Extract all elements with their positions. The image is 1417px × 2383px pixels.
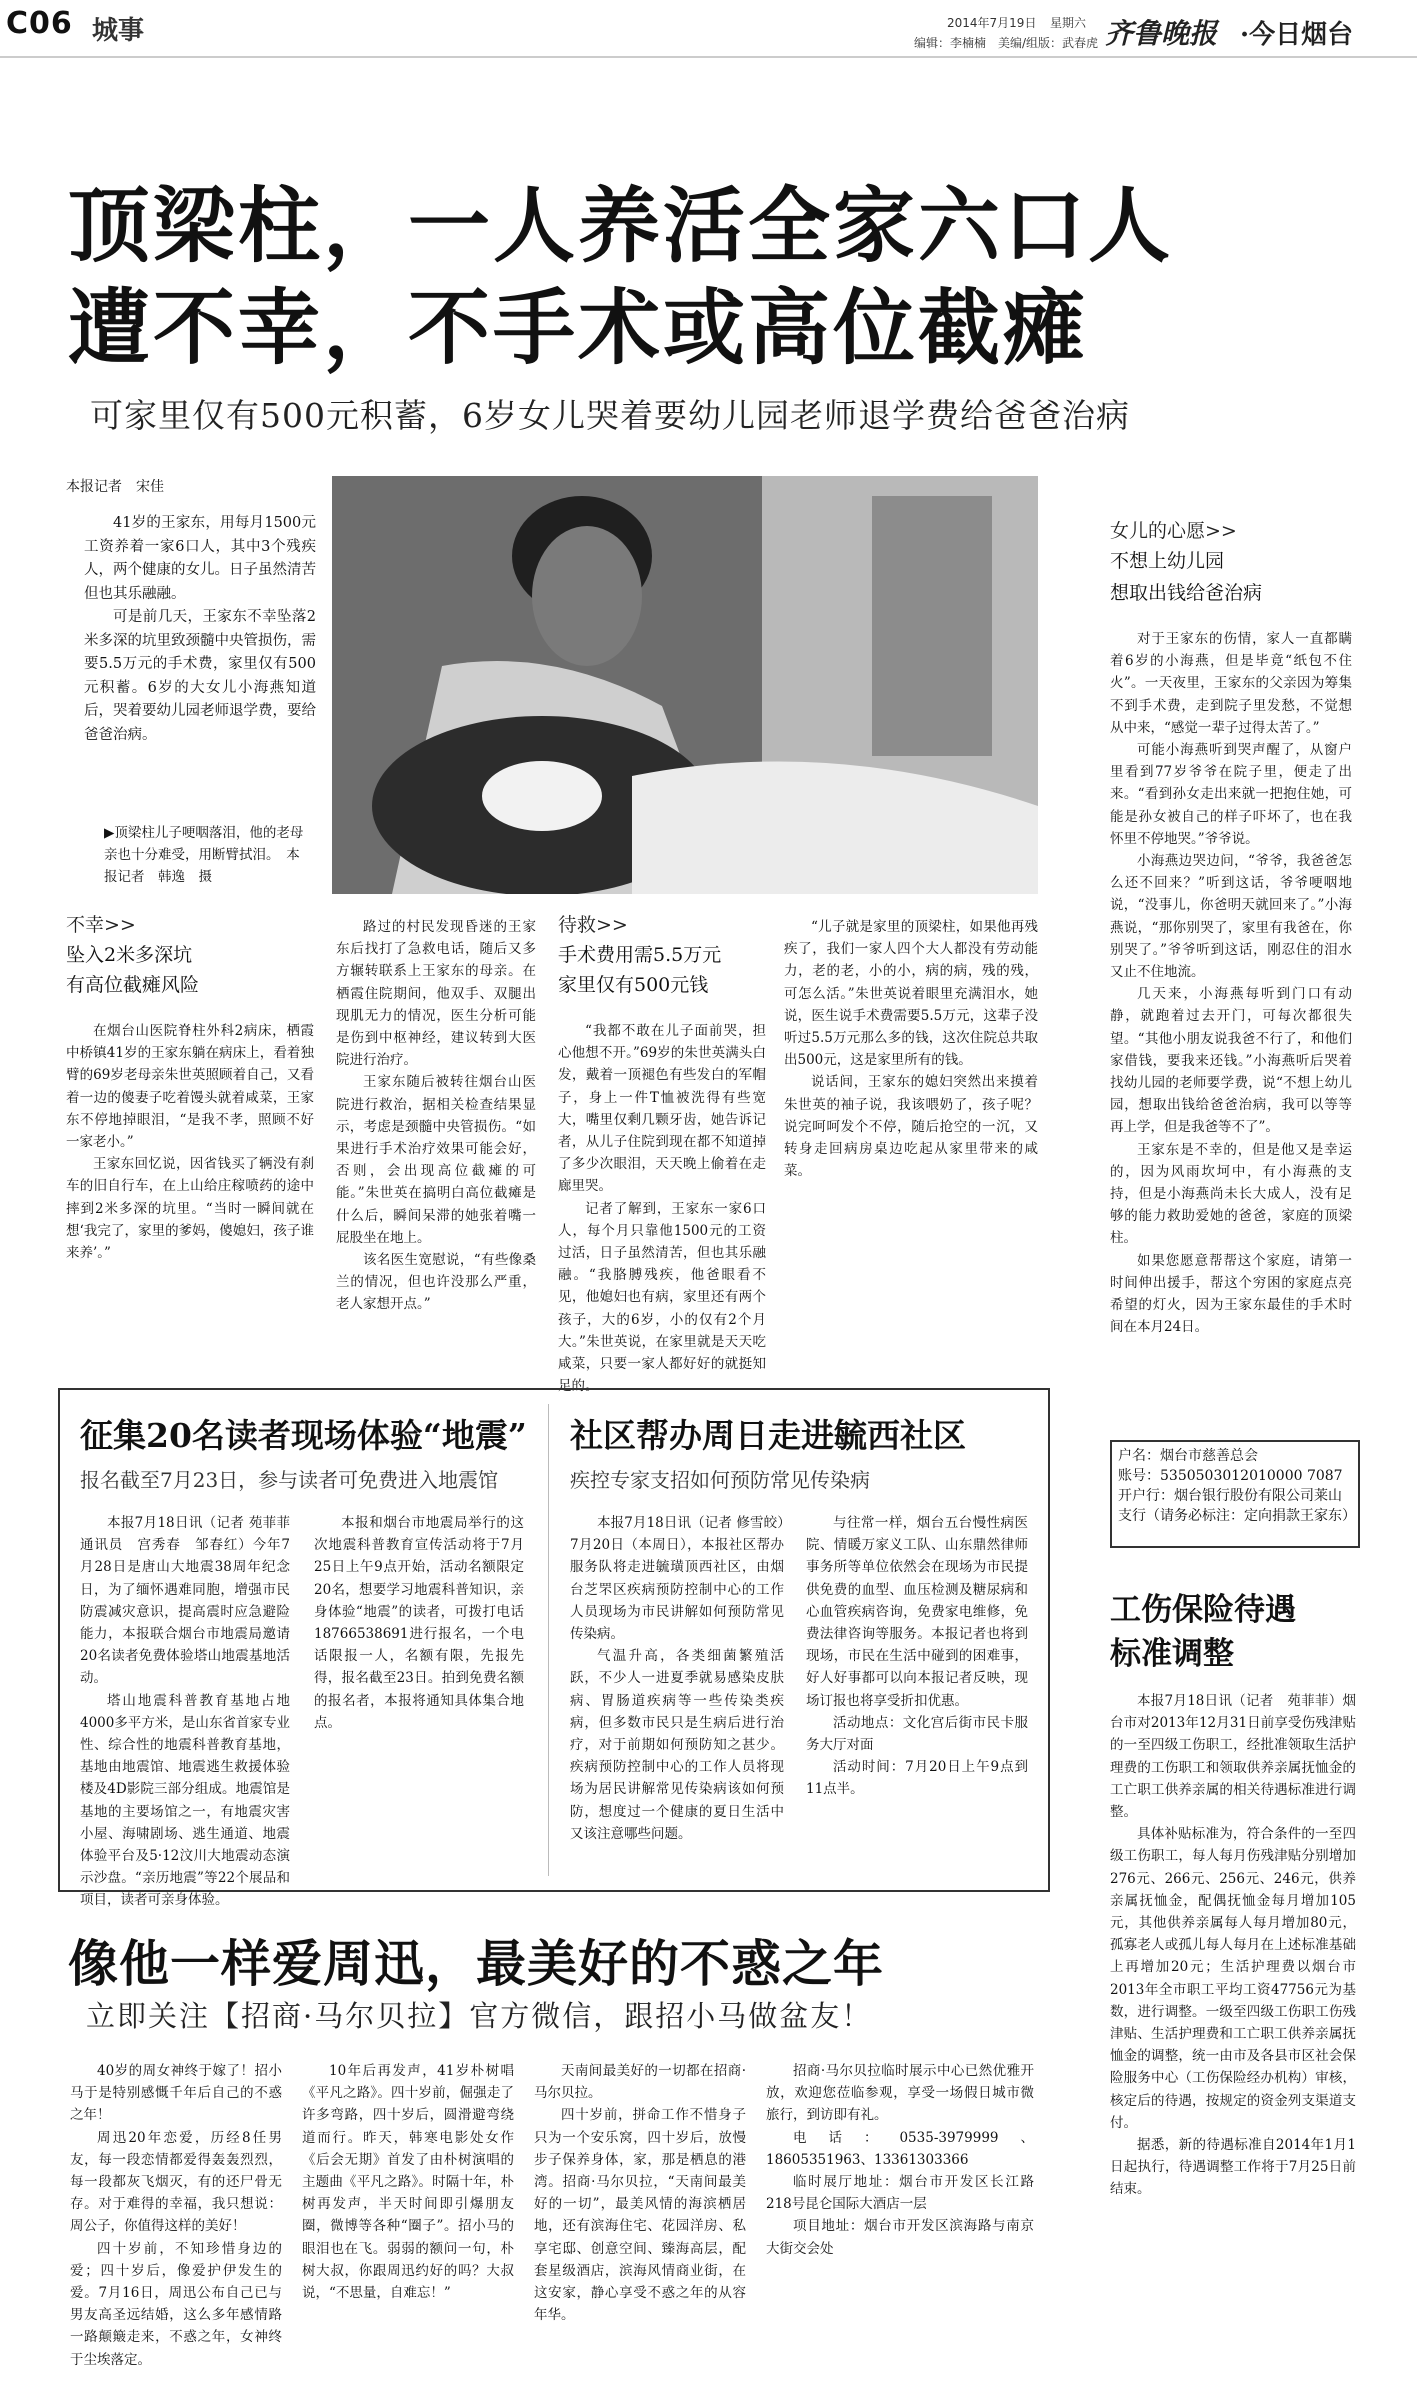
donation-box bbox=[1110, 1440, 1360, 1548]
ad-paragraph: 四十岁前，拼命工作不惜身子只为一个安乐窝，四十岁后，放慢步子保养身体，家，那是栖息的港湾。招商·马尔贝拉，“天南间最美好的一切”，最美风情的海滨栖居地，还有滨海住宅、花园洋房、私享宅邸、创意空间、臻海高层，配套星级酒店，滨海风情商业街，在这安家，静心享受不惑之年的从容年华。 bbox=[534, 2107, 746, 2324]
edition-name: 今日烟台 bbox=[1249, 20, 1354, 50]
community-paragraph: 与往常一样，烟台五台慢性病医院、情暖万家义工队、山东鼎然律师事务所等单位依然会在现场为市民提供免费的血型、血压检测及糖尿病和心血管疾病咨询，免费家电维修，免费法律咨询等服务。本报记者也将到现场，市民在生活中碰到的困难事，好人好事都可以向本报记者反映，现场订报也将享受折扣优惠。 bbox=[806, 1515, 1028, 1709]
ad-subhead: 立即关注【招商·马尔贝拉】官方微信，跟招小马做盆友！ bbox=[86, 1999, 873, 2033]
section1-paragraph: 路过的村民发现昏迷的王家东后找打了急救电话，随后又多方辗转联系上王家东的母亲。在栖霞住院期间，他双手、双腿出现肌无力的情况，医生分析可能是伤到中枢神经，建议转到大医院进行治疗。 bbox=[336, 919, 536, 1069]
community-column-b bbox=[806, 1512, 1028, 1801]
section3-title1: 不想上幼儿园 bbox=[1110, 550, 1225, 572]
section2-paragraph: “儿子就是家里的顶梁柱，如果他再残疾了，我们一家人四个大人都没有劳动能力，老的老，小的小，病的病，残的残，可怎么活。”朱世英说着眼里充满泪水，她说，医生说手术费需要5.5万元，这辈子没听过5.5万元那么多的钱，这次住院总共取出500元，这是家里所有的钱。 bbox=[784, 919, 1038, 1069]
quake-column-a bbox=[80, 1512, 304, 1912]
section3-paragraph: 王家东是不幸的，但是他又是幸运的，因为风雨坎坷中，有小海燕的支持，但是小海燕尚未长大成人，没有足够的能力救助爱她的爸爸，家庭的顶梁柱。 bbox=[1110, 1141, 1352, 1247]
box-divider bbox=[548, 1404, 549, 1876]
section1-paragraph: 在烟台山医院脊柱外科2病床，栖霞中桥镇41岁的王家东躺在病床上，看着独臂的69岁老母亲朱世英照顾着自己，又看着一边的傻妻子吃着馒头就着咸菜，王家东不停地掉眼泪，“是我不孝，照顾不好一家老小。” bbox=[66, 1023, 314, 1151]
community-subhead: 疾控专家支招如何预防常见传染病 bbox=[570, 1468, 870, 1492]
section2-title1: 手术费用需5.5万元 bbox=[558, 944, 722, 966]
section2-paragraph: 记者了解到，王家东一家6口人，每个月只靠他1500元的工资过活，日子虽然清苦，但也其乐融融。“我胳膊残疾，他爸眼看不见，他媳妇也有病，家里还有两个孩子，大的6岁，小的仅有2个月大。”朱世英说，在家里就是天天吃咸菜，只要一家人都好好的就挺知足的。 bbox=[558, 1200, 766, 1395]
section3-title2: 想取出钱给爸治病 bbox=[1110, 582, 1263, 604]
lead-paragraph: 41岁的王家东，用每月1500元工资养着一家6口人，其中3个残疾人，两个健康的女儿。日子虽然清苦但也其乐融融。 bbox=[84, 515, 316, 602]
section1-paragraph: 王家东随后被转往烟台山医院进行救治，据相关检查结果显示，考虑是颈髓中央管损伤。“如果进行手术治疗效果可能会好，否则，会出现高位截瘫的可能。”朱世英在搞明白高位截瘫是什么后，瞬间呆滞的她张着嘴一屁股坐在地上。 bbox=[336, 1074, 536, 1246]
donation-line: 户名：烟台市慈善总会 bbox=[1118, 1448, 1258, 1464]
section3-kicker: 女儿的心愿>> bbox=[1110, 520, 1237, 542]
section1-paragraph: 王家东回忆说，因省钱买了辆没有刹车的旧自行车，在上山给庄稼喷药的途中摔到2米多深的坑里。“当时一瞬间就在想‘我完了，家里的爹妈，傻媳妇，孩子谁来养’。” bbox=[66, 1156, 314, 1262]
quake-headline: 征集20名读者现场体验“地震” bbox=[80, 1416, 527, 1455]
section3-paragraph: 几天来，小海燕每听到门口有动静，就跑着过去开门，可每次都很失望。“其他小朋友说我爸不行了，和他们家借钱，要我来还钱。”小海燕听后哭着找幼儿园的老师要学费，说“不想上幼儿园，想取出钱给爸爸治病，我可以等等再上学，但是我爸等不了”。 bbox=[1110, 986, 1352, 1136]
ad-column-d bbox=[766, 2060, 1034, 2260]
quake-paragraph: 本报7月18日讯（记者 苑菲菲 通讯员 宫秀春 邹春红）今年7月28日是唐山大地震38周年纪念日，为了缅怀遇难同胞，增强市民防震减灾意识，提高震时应急避险能力，本报联合烟台市地震局邀请20名读者免费体验塔山地震基地活动。 bbox=[80, 1515, 304, 1687]
ad-paragraph: 四十岁前，不知珍惜身边的爱；四十岁后，像爱护伊发生的爱。7月16日，周迅公布自己已与男友高圣远结婚，这么多年感情路一路颠簸走来，不惑之年，女神终于尘埃落定。 bbox=[70, 2240, 282, 2368]
page-code: C06 bbox=[6, 6, 73, 41]
section3-paragraph: 对于王家东的伤情，家人一直都瞒着6岁的小海燕，但是毕竟“纸包不住火”。一天夜里，王家东的父亲因为筹集不到手术费，走到院子里发愁，不觉想从中来，“感觉一辈子过得太苦了。” bbox=[1110, 631, 1352, 736]
main-headline-line1: 顶梁柱，一人养活全家六口人 bbox=[68, 178, 1174, 274]
section3-paragraph: 小海燕边哭边问，“爷爷，我爸爸怎么还不回来？”听到这话，爷爷哽咽地说，“没事儿，你爸明天就回来了。”小海燕说，“那你别哭了，家里有我爸在，你别哭了。”爷爷听到这话，刚忍住的泪水又止不住地流。 bbox=[1110, 853, 1352, 981]
section2-column-a bbox=[558, 1020, 766, 1397]
insurance-paragraph: 具体补贴标准为，符合条件的一至四级工伤职工，每人每月伤残津贴分别增加276元、266元、256元、246元，供养亲属抚恤金，配偶抚恤金每月增加105元，其他供养亲属每人每月增加80元，孤寡老人或孤儿每人每月在上述标准基础上再增加20元；生活护理费以烟台市2013年全市职工平均工资47756元为基数，进行调整。一级至四级工伤职工伤残津贴、生活护理费和工亡职工供养亲属抚恤金的调整，统一由市及各县市区社会保险服务中心（工伤保险经办机构）审核，核定后的待遇，按规定的资金列支渠道支付。 bbox=[1110, 1826, 1356, 2131]
insurance-headline2: 标准调整 bbox=[1110, 1636, 1234, 1672]
ad-paragraph: 周迅20年恋爱，历经8任男友，每一段恋情都爱得轰轰烈烈，每一段都灰飞烟灭，有的还尸骨无存。对于难得的幸福，我只想说：周公子，你值得这样的美好！ bbox=[70, 2129, 282, 2235]
community-headline: 社区帮办周日走进毓西社区 bbox=[570, 1416, 966, 1455]
ad-column-b bbox=[302, 2060, 514, 2304]
quake-paragraph: 塔山地震科普教育基地占地4000多平方米，是山东省首家专业性、综合性的地震科普教育基地，基地由地震馆、地震逃生救援体验楼及4D影院三部分组成。地震馆是基地的主要场馆之一，有地震灾害小屋、海啸剧场、逃生通道、地震体验平台及5·12汶川大地震动态演示沙盘。“亲历地震”等22个展品和项目，读者可亲身体验。 bbox=[80, 1692, 290, 1909]
ad-column-c bbox=[534, 2060, 746, 2326]
section2-paragraph: “我都不敢在儿子面前哭，担心他想不开。”69岁的朱世英满头白发，戴着一顶褪色有些发白的军帽子，身上一件T恤被洗得有些宽大，嘴里仅剩几颗牙齿，她告诉记者，从儿子住院到现在都不知道掉了多少次眼泪，天天晚上偷着在走廊里哭。 bbox=[558, 1023, 766, 1195]
edition-weekday: 星期六 bbox=[1050, 16, 1087, 30]
quake-subhead: 报名截至7月23日，参与读者可免费进入地震馆 bbox=[80, 1468, 499, 1492]
section3-paragraph: 如果您愿意帮帮这个家庭，请第一时间伸出援手，帮这个穷困的家庭点亮希望的灯火，因为王家东最佳的手术时间在本月24日。 bbox=[1110, 1252, 1352, 1336]
section1-title2: 有高位截瘫风险 bbox=[66, 974, 200, 996]
ad-paragraph: 临时展厅地址：烟台市开发区长江路218号昆仑国际大酒店一层 bbox=[766, 2174, 1034, 2213]
edition-logo: ·今日烟台 bbox=[1240, 20, 1354, 50]
insurance-paragraph: 本报7月18日讯（记者 苑菲菲）烟台市对2013年12月31日前享受伤残津贴的一至四级工伤职工，经批准领取生活护理费的工伤职工和领取供养亲属抚恤金的工亡职工供养亲属的相关待遇标准进行调整。 bbox=[1110, 1693, 1356, 1821]
news-photo bbox=[332, 476, 1038, 894]
community-paragraph: 活动地点：文化宫后街市民卡服务大厅对面 bbox=[806, 1714, 1028, 1754]
ad-paragraph: 项目地址：烟台市开发区滨海路与南京大街交会处 bbox=[766, 2218, 1034, 2257]
edition-date: 2014年7月19日 bbox=[947, 16, 1037, 30]
main-subheadline: 可家里仅有500元积蓄，6岁女儿哭着要幼儿园老师退学费给爸爸治病 bbox=[90, 396, 1130, 435]
quake-paragraph: 本报和烟台市地震局举行的这次地震科普教育宣传活动将于7月25日上午9点开始，活动名额限定20名，想要学习地震科普知识，亲身体验“地震”的读者，可拨打电话18766538691进行报名，一个电话限报一人，名额有限，先报先得，报名截至23日。拍到免费名额的报名者，本报将通知具体集合地点。 bbox=[314, 1515, 524, 1731]
lead-column bbox=[84, 512, 316, 747]
section2-title2: 家里仅有500元钱 bbox=[558, 974, 709, 996]
photo-illustration bbox=[332, 476, 1038, 894]
section1-title1: 坠入2米多深坑 bbox=[66, 944, 193, 966]
section2-kicker: 待救>> bbox=[558, 914, 628, 936]
paper-logo: 齐鲁晚报 bbox=[1105, 17, 1218, 50]
section-name: 城事 bbox=[92, 16, 145, 46]
section2-paragraph: 说话间，王家东的媳妇突然出来摸着朱世英的袖子说，我该喂奶了，孩子呢？说完呵呵发个不停，随后抢空的一沉，又转身走回病房桌边吃起从家里带来的咸菜。 bbox=[784, 1074, 1038, 1180]
section2-column-b bbox=[784, 916, 1038, 1182]
header-divider bbox=[0, 56, 1417, 58]
section1-kicker: 不幸>> bbox=[66, 914, 136, 936]
section3-paragraph: 可能小海燕听到哭声醒了，从窗户里看到77岁爷爷在院子里，便走了出来。“看到孙女走出来就一把抱住她，可能是孙女被自己的样子吓坏了，也在我怀里不停地哭。”爷爷说。 bbox=[1110, 742, 1352, 847]
community-paragraph: 气温升高，各类细菌繁殖活跃，不少人一进夏季就易感染皮肤病、胃肠道疾病等一些传染类疾病，但多数市民只是生病后进行治疗，对于前期如何预防知之甚少。疾病预防控制中心的工作人员将现场为居民讲解常见传染病该如何预防，想度过一个健康的夏日生活中又该注意哪些问题。 bbox=[570, 1648, 784, 1842]
main-headline-line2: 遭不幸，不手术或高位截瘫 bbox=[68, 280, 1089, 376]
community-column-a bbox=[570, 1512, 784, 1845]
donation-line: 开户行：烟台银行股份有限公司莱山支行（请务必标注：定向捐款王家东） bbox=[1118, 1488, 1356, 1524]
editors-credit: 编辑：李楠楠 美编/组版：武春虎 bbox=[914, 36, 1099, 50]
community-paragraph: 活动时间：7月20日上午9点到11点半。 bbox=[806, 1759, 1028, 1798]
ad-headline: 像他一样爱周迅，最美好的不惑之年 bbox=[68, 1934, 884, 1993]
lead-paragraph: 可是前几天，王家东不幸坠落2米多深的坑里致颈髓中央管损伤，需要5.5万元的手术费，家里仅有500元积蓄。6岁的大女儿小海燕知道后，哭着要幼儿园老师退学费，要给爸爸治病。 bbox=[84, 609, 316, 743]
photo-caption: ▶顶梁柱儿子哽咽落泪，他的老母亲也十分难受，用断臂拭泪。 本报记者 韩逸 摄 bbox=[104, 825, 304, 885]
ad-paragraph: 10年后再发声，41岁朴树唱《平凡之路》。四十岁前，倔强走了许多弯路，四十岁后，圆滑避弯绕道而行。昨天，韩寒电影处女作《后会无期》首发了由朴树演唱的主题曲《平凡之路》。时隔十年，朴树再发声，半天时间即引爆朋友圈，微博等各种“圈子”。招小马的眼泪也在飞。弱弱的额问一句，朴树大叔，你跟周迅约好的吗？大叔说，“不思量，自难忘！” bbox=[302, 2063, 514, 2302]
insurance-column bbox=[1110, 1690, 1356, 2201]
ad-paragraph: 天南间最美好的一切都在招商·马尔贝拉。 bbox=[534, 2063, 746, 2102]
quake-column-b bbox=[314, 1512, 524, 1734]
ad-paragraph: 40岁的周女神终于嫁了！招小马于是特别感慨千年后自己的不惑之年！ bbox=[70, 2063, 282, 2124]
insurance-headline1: 工伤保险待遇 bbox=[1110, 1592, 1296, 1628]
ad-paragraph: 招商·马尔贝拉临时展示中心已然优雅开放，欢迎您莅临参观，享受一场假日城市微旅行，到访即有礼。 bbox=[766, 2063, 1034, 2124]
byline: 本报记者 宋佳 bbox=[66, 479, 164, 495]
section1-column-a bbox=[66, 1020, 314, 1264]
ad-column-a bbox=[70, 2060, 282, 2371]
section3-column bbox=[1110, 628, 1352, 1339]
ad-paragraph: 电话：0535-3979999、18605351963、13361303366 bbox=[766, 2129, 1034, 2168]
donation-line: 账号：5350503012010000 7087 bbox=[1118, 1468, 1343, 1484]
insurance-paragraph: 据悉，新的待遇标准自2014年1月1日起执行，待遇调整工作将于7月25日前结束。 bbox=[1110, 2137, 1356, 2198]
section1-paragraph: 该名医生宽慰说，“有些像桑兰的情况，但也许没那么严重，老人家想开点。” bbox=[336, 1252, 536, 1313]
section1-column-b bbox=[336, 916, 536, 1316]
community-paragraph: 本报7月18日讯（记者 修雪皎）7月20日（本周日），本报社区帮办服务队将走进毓璜顶西社区，由烟台芝罘区疾病预防控制中心的工作人员现场为市民讲解如何预防常见传染病。 bbox=[570, 1515, 784, 1643]
